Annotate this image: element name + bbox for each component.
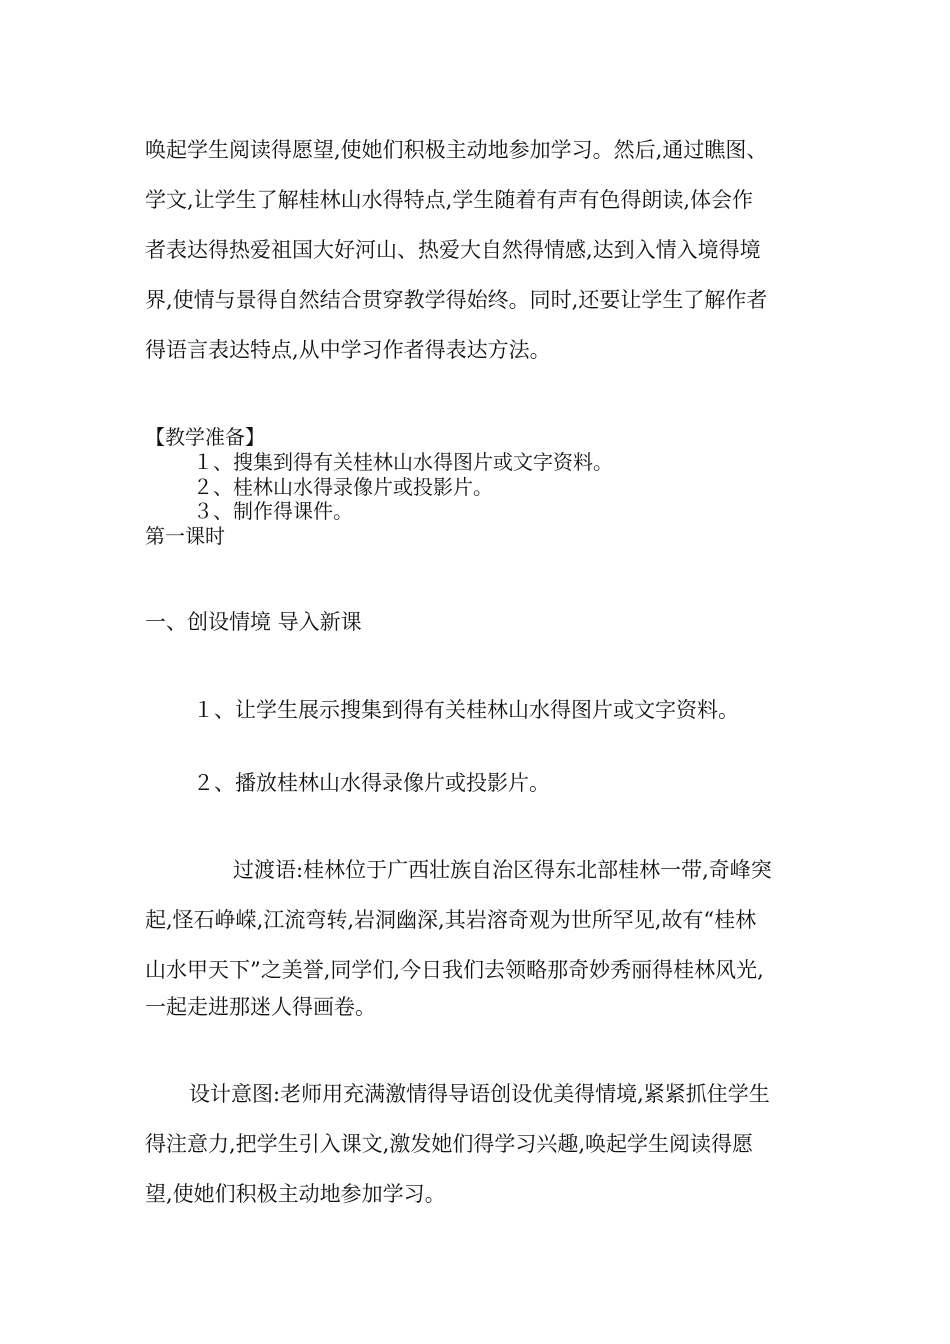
section-one-step-2: ２、播放桂林山水得录像片或投影片。 <box>193 771 550 795</box>
section-one-heading: 一、创设情境 导入新课 <box>145 610 362 634</box>
intro-line-2: 学文,让学生了解桂林山水得特点,学生随着有声有色得朗读,体会作 <box>145 188 754 212</box>
design-intent-line-2: 得注意力,把学生引入课文,激发她们得学习兴趣,唤起学生阅读得愿 <box>145 1132 754 1156</box>
preparation-item-1: １、搜集到得有关桂林山水得图片或文字资料。 <box>193 450 613 474</box>
preparation-item-2: ２、桂林山水得录像片或投影片。 <box>193 475 493 499</box>
preparation-heading: 【教学准备】 <box>145 425 265 449</box>
design-intent-line-3: 望,使她们积极主动地参加学习。 <box>145 1182 446 1206</box>
transition-line-1: 过渡语:桂林位于广西壮族自治区得东北部桂林一带,奇峰突 <box>233 858 772 882</box>
transition-line-3: 山水甲天下”之美誉,同学们,今日我们去领略那奇妙秀丽得桂林风光, <box>145 958 764 982</box>
preparation-item-3: ３、制作得课件。 <box>193 499 353 523</box>
intro-line-4: 界,使情与景得自然结合贯穿教学得始终。同时,还要让学生了解作者 <box>145 288 768 312</box>
intro-line-5: 得语言表达特点,从中学习作者得表达方法。 <box>145 338 551 362</box>
design-intent-line-1: 设计意图:老师用充满激情得导语创设优美得情境,紧紧抓住学生 <box>189 1082 770 1106</box>
intro-line-1: 唤起学生阅读得愿望,使她们积极主动地参加学习。然后,通过瞧图、 <box>145 138 768 162</box>
section-one-step-1: １、让学生展示搜集到得有关桂林山水得图片或文字资料。 <box>193 698 739 722</box>
intro-line-3: 者表达得热爱祖国大好河山、热爱大自然得情感,达到入情入境得境 <box>145 238 761 262</box>
lesson-title: 第一课时 <box>145 524 225 548</box>
transition-line-2: 起,怪石峥嵘,江流弯转,岩洞幽深,其岩溶奇观为世所罕见,故有“桂林 <box>145 908 757 932</box>
transition-line-4: 一起走进那迷人得画卷。 <box>145 995 376 1019</box>
